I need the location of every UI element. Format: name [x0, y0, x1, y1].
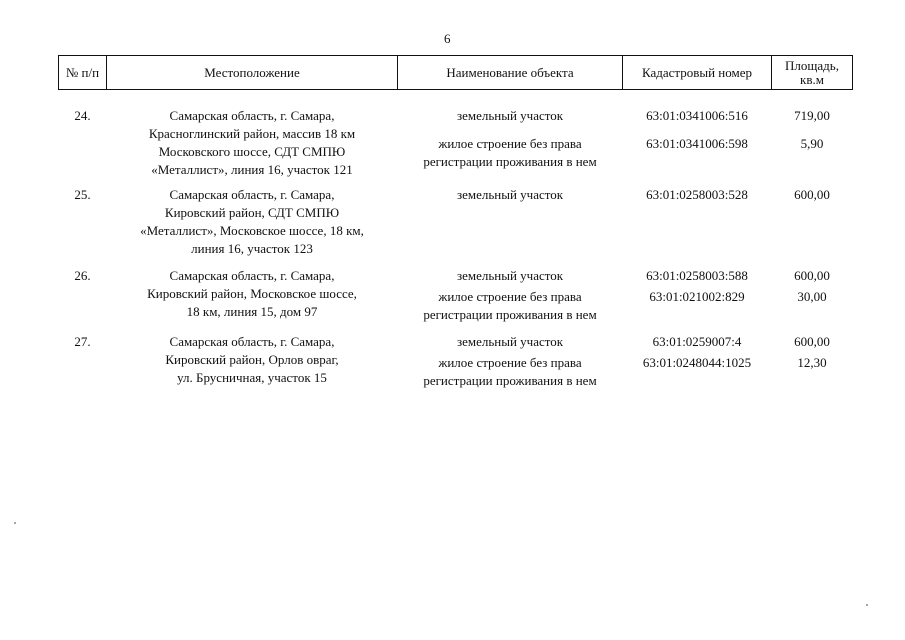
location-line: Самарская область, г. Самара, [169, 108, 335, 123]
table-row [59, 179, 853, 258]
location-line: линия 16, участок 123 [191, 241, 313, 256]
object-name-line: жилое строение без права [438, 289, 582, 304]
location-line: ул. Брусничная, участок 15 [177, 370, 327, 385]
scan-speck [14, 522, 16, 524]
row-object-name [398, 324, 623, 351]
area-value: 5,90 [800, 136, 824, 152]
object-name-line: земельный участок [456, 268, 564, 283]
table-header [59, 56, 853, 90]
header-area-text: Площадь, кв.м [785, 57, 839, 87]
row-number [59, 132, 107, 179]
row-cadastral [623, 179, 772, 258]
row-area [772, 324, 853, 351]
page-number: 6 [444, 31, 451, 46]
cadastral-number: 63:01:0258003:588 [646, 268, 748, 283]
header-object-name: Наименование объекта [398, 56, 623, 90]
location-line: Самарская область, г. Самара, [169, 268, 335, 283]
row-location [107, 90, 398, 180]
row-location [107, 179, 398, 258]
table-row [59, 90, 853, 133]
row-cadastral [623, 258, 772, 285]
object-name-line: земельный участок [456, 108, 564, 123]
table-row [59, 324, 853, 351]
area-value: 12,30 [797, 355, 827, 370]
row-number [59, 285, 107, 324]
area-value: 30,00 [797, 289, 827, 304]
cadastral-number: 63:01:0341006:516 [646, 108, 748, 123]
cadastral-number: 63:01:0341006:598 [646, 136, 748, 152]
cadastral-number: 63:01:0258003:528 [646, 187, 748, 202]
row-number [59, 351, 107, 390]
area-value: 600,00 [794, 334, 830, 349]
row-location [107, 258, 398, 324]
row-area [772, 90, 853, 133]
table-row [59, 258, 853, 285]
property-table [58, 55, 853, 390]
row-object-name [398, 258, 623, 285]
area-value: 600,00 [794, 187, 830, 202]
location-line: Московского шоссе, СДТ СМПЮ [158, 144, 346, 159]
row-area [772, 258, 853, 285]
row-cadastral [623, 324, 772, 351]
header-location: Местоположение [107, 56, 398, 90]
object-name-line: жилое строение без права [438, 355, 582, 370]
row-number [59, 258, 107, 285]
object-name-line: земельный участок [456, 334, 564, 349]
row-area [772, 132, 853, 179]
row-number-text: 26. [74, 268, 91, 283]
row-number-text: 25. [74, 187, 91, 202]
header-num [59, 56, 107, 90]
location-line: «Металлист», линия 16, участок 121 [151, 162, 353, 177]
row-number [59, 324, 107, 351]
row-area [772, 351, 853, 390]
row-number [59, 179, 107, 258]
location-line: 18 км, линия 15, дом 97 [186, 304, 318, 319]
row-location [107, 324, 398, 390]
area-value: 719,00 [794, 108, 830, 123]
object-name-line: жилое строение без права [438, 136, 582, 152]
row-cadastral [623, 132, 772, 179]
location-line: Самарская область, г. Самара, [169, 187, 335, 202]
location-line: «Металлист», Московское шоссе, 18 км, [140, 223, 364, 238]
row-area [772, 285, 853, 324]
location-line: Кировский район, СДТ СМПЮ [164, 205, 340, 220]
cadastral-number: 63:01:0259007:4 [652, 334, 742, 349]
row-area [772, 179, 853, 258]
object-name-line: земельный участок [456, 187, 564, 202]
area-value: 600,00 [794, 268, 830, 283]
object-name-line: регистрации проживания в нем [423, 154, 597, 170]
row-object-name [398, 351, 623, 390]
row-cadastral [623, 90, 772, 133]
row-cadastral [623, 285, 772, 324]
cadastral-number: 63:01:0248044:1025 [642, 355, 752, 370]
row-object-name [398, 285, 623, 324]
cadastral-number: 63:01:021002:829 [649, 289, 745, 304]
row-number-text: 27. [74, 334, 91, 349]
location-line: Красноглинский район, массив 18 км [148, 126, 356, 141]
location-line: Кировский район, Московское шоссе, [147, 286, 357, 301]
header-area [772, 56, 853, 90]
scan-speck [866, 604, 868, 606]
row-object-name [398, 132, 623, 179]
object-name-line: регистрации проживания в нем [423, 307, 597, 322]
row-object-name [398, 179, 623, 258]
location-line: Самарская область, г. Самара, [169, 334, 335, 349]
header-num-text: № п/п [65, 64, 100, 80]
object-name-line: регистрации проживания в нем [423, 373, 597, 388]
table-body [59, 90, 853, 391]
header-cadastral: Кадастровый номер [623, 56, 772, 90]
row-cadastral [623, 351, 772, 390]
row-number [59, 90, 107, 133]
row-object-name [398, 90, 623, 133]
location-line: Кировский район, Орлов овраг, [165, 352, 339, 367]
row-number-text: 24. [74, 108, 91, 123]
